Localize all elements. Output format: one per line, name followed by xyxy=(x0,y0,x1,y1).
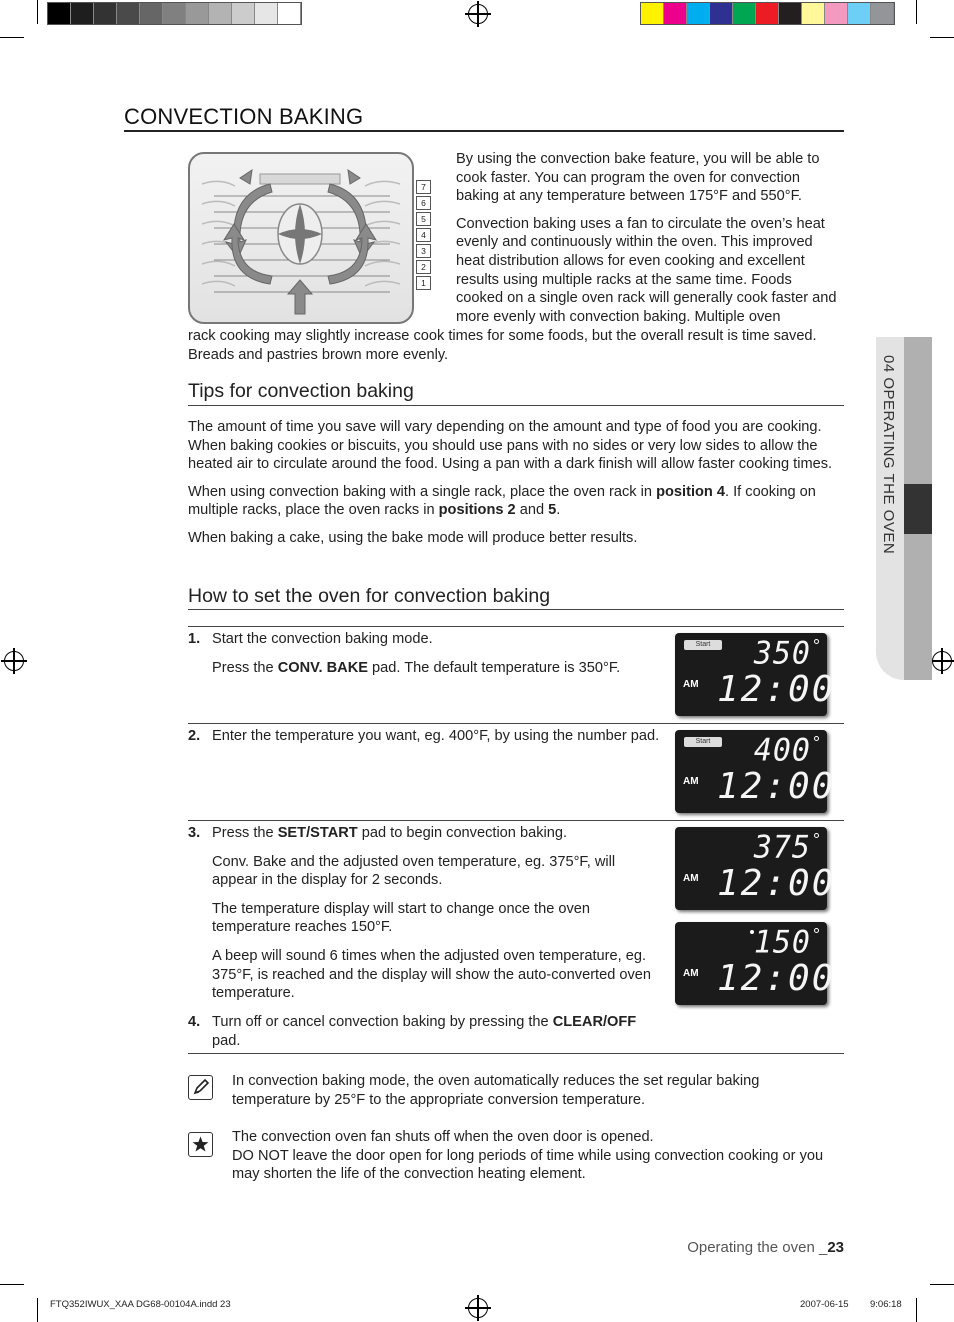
gray-swatch xyxy=(186,3,209,24)
star-caution-icon xyxy=(188,1132,213,1157)
oven-display-350 xyxy=(675,633,836,716)
step-divider xyxy=(188,820,844,821)
oven-airflow-diagram xyxy=(190,154,412,322)
crop-mark xyxy=(0,37,24,38)
tips-rule xyxy=(188,405,844,406)
color-swatch xyxy=(779,3,802,24)
degree-icon xyxy=(814,928,819,933)
gray-swatch xyxy=(48,3,71,24)
degree-icon xyxy=(814,833,819,838)
step-4-number: 4. xyxy=(188,1014,201,1030)
gray-swatch xyxy=(232,3,255,24)
oven-convection-illustration xyxy=(188,152,414,324)
crop-mark xyxy=(930,37,954,38)
gray-swatch xyxy=(94,3,117,24)
gray-swatch xyxy=(71,3,94,24)
degree-icon xyxy=(814,736,819,741)
color-swatch xyxy=(733,3,756,24)
crop-mark xyxy=(930,1284,954,1285)
gray-swatch xyxy=(278,3,301,24)
registration-mark-icon xyxy=(468,1298,488,1318)
gray-swatch xyxy=(140,3,163,24)
step-3-detail-3: A beep will sound 6 times when the adjusted oven temperature, eg. 375°F, is reached and the display will show the auto-converted oven temperature. xyxy=(212,947,652,1002)
color-swatch xyxy=(848,3,871,24)
display-clock: 12:00 xyxy=(717,863,836,904)
oven-display-150 xyxy=(675,922,836,1005)
intro-paragraph-1: By using the convection bake feature, you will be able to cook faster. You can program the oven for convection baking at any temperature between 175°F and 550°F. xyxy=(456,151,820,205)
step-1-text: Start the convection baking mode. xyxy=(212,631,433,647)
display-ampm: AM xyxy=(683,873,699,884)
slug-time: 9:06:18 xyxy=(870,1299,902,1310)
display-ampm: AM xyxy=(683,776,699,787)
display-temperature: 375 xyxy=(753,829,811,866)
gray-swatch xyxy=(255,3,278,24)
note-conversion: In convection baking mode, the oven automatically reduces the set regular baking temperature by 25°F to the appropriate conversion temperature. xyxy=(232,1073,760,1108)
steps-bottom-rule xyxy=(188,1053,844,1054)
crop-mark xyxy=(916,0,917,24)
color-swatch xyxy=(664,3,687,24)
color-swatch xyxy=(756,3,779,24)
display-ampm: AM xyxy=(683,679,699,690)
tips-paragraph-2: When using convection baking with a single rack, place the oven rack in position 4. If cooking on multiple racks, place the oven racks in positions 2 and 5. xyxy=(188,483,816,519)
registration-mark-icon xyxy=(468,4,488,24)
chapter-side-label: 04 OPERATING THE OVEN xyxy=(880,355,897,555)
step-divider xyxy=(188,723,844,724)
crop-mark xyxy=(0,1284,24,1285)
page-footer: Operating the oven _23 xyxy=(687,1239,844,1256)
display-clock: 12:00 xyxy=(717,669,836,710)
registration-mark-icon xyxy=(4,651,24,671)
rack-position-2: 2 xyxy=(416,260,431,274)
tips-paragraph-1: The amount of time you save will vary depending on the amount and type of food you are cooking. When baking cookies or biscuits, you should use pans with no sides or very low sides to allow the heated air to circulate around the food. Using a pan with a dark finish will allow faster cooking times. xyxy=(188,419,833,473)
step-2-number: 2. xyxy=(188,728,201,744)
rack-position-5: 5 xyxy=(416,212,431,226)
step-3-number: 3. xyxy=(188,825,201,841)
tips-paragraph-3: When baking a cake, using the bake mode will produce better results. xyxy=(188,529,638,546)
display-temperature: 350 xyxy=(753,635,811,672)
howto-heading: How to set the oven for convection baking xyxy=(188,585,551,607)
rack-position-6: 6 xyxy=(416,196,431,210)
step-3-detail-2: The temperature display will start to change once the oven temperature reaches 150°F. xyxy=(212,900,591,936)
gray-swatch xyxy=(163,3,186,24)
start-indicator: Start xyxy=(684,737,722,747)
step-1-detail: Press the CONV. BAKE pad. The default temperature is 350°F. xyxy=(212,659,621,676)
start-indicator: Start xyxy=(684,640,722,650)
color-swatch xyxy=(825,3,848,24)
step-1-number: 1. xyxy=(188,631,201,647)
grayscale-color-bar xyxy=(47,2,302,25)
title-rule xyxy=(124,130,844,132)
note-fan-line-2: DO NOT leave the door open for long periods of time while using convection cooking or you may shorten the life of the convection heating element. xyxy=(232,1147,824,1183)
rack-position-3: 3 xyxy=(416,244,431,258)
display-clock: 12:00 xyxy=(717,958,836,999)
chapter-side-tab-marker xyxy=(904,484,932,534)
crop-mark xyxy=(37,0,38,24)
crop-mark xyxy=(916,1298,917,1322)
step-2-text: Enter the temperature you want, eg. 400°F, by using the number pad. xyxy=(212,728,660,744)
step-3-text: Press the SET/START pad to begin convection baking. xyxy=(212,825,568,841)
rack-position-1: 1 xyxy=(416,276,431,290)
display-temperature: 400 xyxy=(753,732,811,769)
page-title: CONVECTION BAKING xyxy=(124,104,364,129)
registration-mark-icon xyxy=(932,651,952,671)
slug-filename: FTQ352IWUX_XAA DG68-00104A.indd 23 xyxy=(50,1299,231,1310)
color-swatch xyxy=(710,3,733,24)
step-3-detail-1: Conv. Bake and the adjusted oven temperature, eg. 375°F, will appear in the display for 2 seconds. xyxy=(212,853,616,889)
intro-paragraph-2-continued: rack cooking may slightly increase cook times for some foods, but the overall result is time saved. Breads and pastries brown more evenly. xyxy=(188,328,817,363)
rack-position-4: 4 xyxy=(416,228,431,242)
step-4-text: Turn off or cancel convection baking by pressing the CLEAR/OFF pad. xyxy=(212,1014,637,1049)
display-ampm: AM xyxy=(683,968,699,979)
gray-swatch xyxy=(117,3,140,24)
color-swatch xyxy=(641,3,664,24)
tips-heading: Tips for convection baking xyxy=(188,380,414,402)
gray-swatch xyxy=(209,3,232,24)
color-swatch xyxy=(687,3,710,24)
oven-display-400 xyxy=(675,730,836,813)
note-fan-line-1: The convection oven fan shuts off when the oven door is opened. xyxy=(232,1129,654,1145)
color-swatch xyxy=(871,3,894,24)
display-clock: 12:00 xyxy=(717,766,836,807)
crop-mark xyxy=(37,1298,38,1322)
howto-rule xyxy=(188,609,844,610)
steps-top-rule xyxy=(188,626,844,627)
pencil-note-icon xyxy=(188,1075,213,1100)
slug-date: 2007-06-15 xyxy=(800,1299,849,1310)
color-swatch xyxy=(802,3,825,24)
rack-position-7: 7 xyxy=(416,180,431,194)
degree-icon xyxy=(814,639,819,644)
display-temperature: 150 xyxy=(753,924,811,961)
intro-paragraph-2: Convection baking uses a fan to circulate the oven’s heat evenly and continuously within the oven. This improved heat distribution allows for even cooking and excellent results using multiple racks at the same time. Foods cooked on a single oven rack will generally cook faster and more evenly with convection baking. Multiple oven xyxy=(456,215,837,325)
process-color-bar xyxy=(640,2,895,25)
oven-display-375 xyxy=(675,827,836,910)
